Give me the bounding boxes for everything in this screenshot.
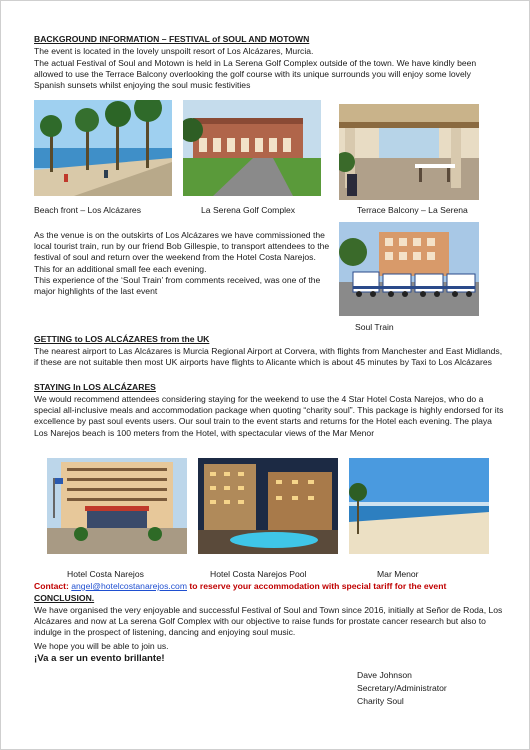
contact-line bbox=[34, 581, 514, 592]
contact-rest: to reserve your accommodation with special tariff for the event bbox=[187, 581, 447, 591]
hotel-costa-narejos-photo bbox=[47, 458, 187, 554]
conclusion-paragraph: We have organised the very enjoyable and successful Festival of Soul and Town since 2016, initially at Señor de Roda, Los Alcázares and now at La serena Golf Complex with our objective to raise funds for prostate cancer research but also to indulge in the prospect of listening, dancing and enjoying soul music. bbox=[34, 605, 503, 638]
caption-hotel: Hotel Costa Narejos bbox=[67, 569, 144, 579]
signature-name: Dave Johnson bbox=[357, 670, 412, 680]
conclusion-invite: We hope you will be able to join us. bbox=[34, 641, 169, 651]
contact-label: Contact: bbox=[34, 581, 69, 591]
staying-heading: STAYING In LOS ALCÁZARES bbox=[34, 382, 156, 392]
caption-beach: Beach front – Los Alcázares bbox=[34, 205, 142, 215]
caption-mar-menor: Mar Menor bbox=[377, 569, 419, 579]
conclusion-slogan: ¡Va a ser un evento brillante! bbox=[34, 653, 165, 664]
train-paragraph: As the venue is on the outskirts of Los Alcázares we have commissioned the local tourist train, run by our friend Bob Gillespie, to transport attendees to the festival of soul and return over the weekend from the Hotel Costa Narejos. This for an additional small fee each evening. bbox=[34, 230, 330, 274]
caption-train: Soul Train bbox=[355, 322, 394, 332]
background-heading: BACKGROUND INFORMATION – FESTIVAL of SOUL AND MOTOWN bbox=[34, 34, 310, 44]
caption-terrace: Terrace Balcony – La Serena bbox=[357, 205, 468, 215]
caption-pool: Hotel Costa Narejos Pool bbox=[210, 569, 307, 579]
train-highlight: This experience of the ‘Soul Train’ from comments received, was one of the major highlights of the last event bbox=[34, 275, 321, 297]
staying-paragraph: We would recommend attendees considering staying for the weekend to use the 4 Star Hotel Costa Narejos, who do a special all-inclusive meals and accommodation package when quoting “charity soul”. This package is highly endorsed for its excellence by past soul events users. Our soul train to the event starts and returns for the Hotel each evening. The playa Los Narejos beach is 100 meters from the Hotel, with spectacular views of the Mar Menor bbox=[34, 394, 504, 438]
background-intro: The event is located in the lovely unspoilt resort of Los Alcázares, Murcia. bbox=[34, 46, 314, 56]
golf-complex-photo bbox=[183, 100, 321, 196]
beach-promenade-photo bbox=[34, 100, 172, 196]
getting-paragraph: The nearest airport to Las Alcázares is Murcia Regional Airport at Corvera, with flights from Manchester and East Midlands, if these are not suitable then most UK airports have flights to Alicante which is about 45 minutes by Taxi to Los Alcázares bbox=[34, 346, 503, 368]
hotel-pool-photo bbox=[198, 458, 338, 554]
conclusion-heading: CONCLUSION. bbox=[34, 593, 95, 603]
getting-heading: GETTING to LOS ALCÁZARES from the UK bbox=[34, 334, 210, 344]
signature-role: Secretary/Administrator bbox=[357, 683, 447, 693]
background-paragraph: The actual Festival of Soul and Motown is held in La Serena Golf Complex outside of the town. We have kindly been allowed to use the Terrace Balcony overlooking the golf course with its unique surrounds you will enjoy some lovely Spanish sunsets whilst enjoying the soul music festivities bbox=[34, 58, 477, 91]
caption-golf: La Serena Golf Complex bbox=[201, 205, 296, 215]
contact-email-link[interactable]: angel@hotelcostanarejos.com bbox=[71, 581, 187, 591]
soul-train-photo bbox=[339, 222, 479, 316]
terrace-balcony-photo bbox=[339, 104, 479, 200]
signature-org: Charity Soul bbox=[357, 696, 404, 706]
mar-menor-photo bbox=[349, 458, 489, 554]
